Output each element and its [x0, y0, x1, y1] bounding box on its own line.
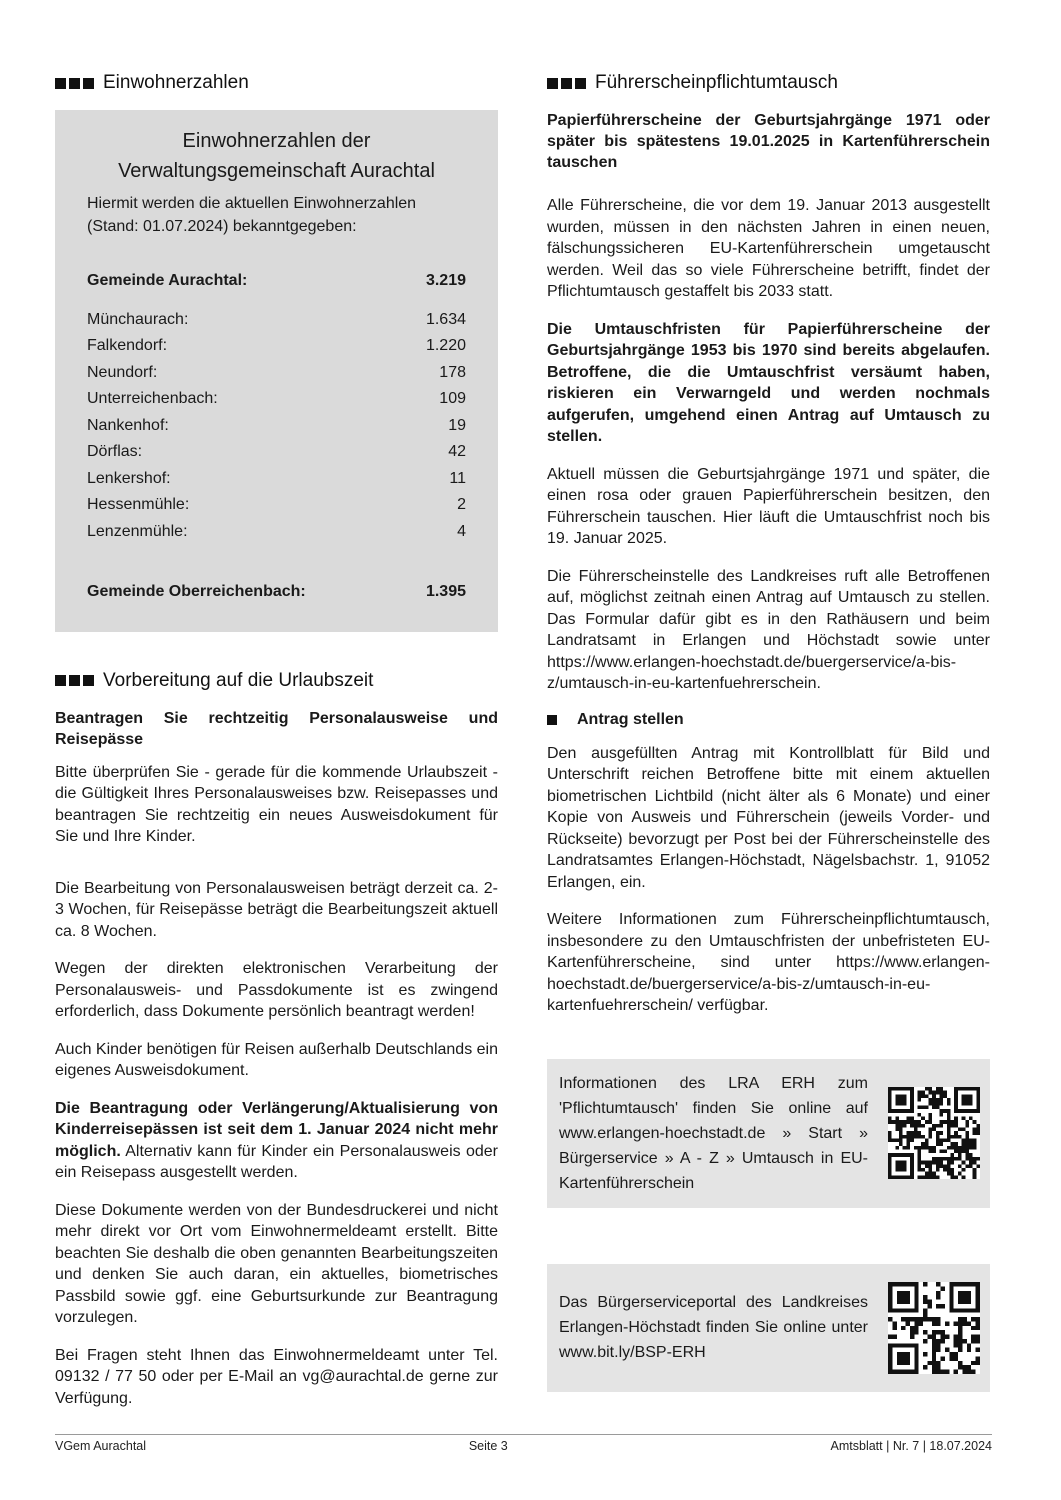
population-row: Lenzenmühle: 4	[87, 522, 466, 540]
section-heading-einwohnerzahlen: Einwohnerzahlen	[55, 72, 498, 94]
population-row: Münchaurach: 1.634	[87, 310, 466, 328]
sub-heading-antrag: Antrag stellen	[547, 711, 990, 729]
urlaub-paragraph-3: Wegen der direkten elektronischen Verarbeitung der Personalausweis- und Passdokumente ist es zwingend erforderlich, dass Dokumente persönlich beantragt werden!	[55, 960, 498, 1020]
heading-squares-icon	[55, 78, 94, 89]
info-box-pflichtumtausch-text: Informationen des LRA ERH zum 'Pflichtumtausch' finden Sie online auf www.erlangen-hoechstadt.de » Start » Bürgerservice » A - Z » Umtausch in EU-Kartenführerschein	[559, 1074, 868, 1192]
info-box-buergerserviceportal-text: Das Bürgerserviceportal des Landkreises Erlangen-Höchstadt finden Sie online unter www.bit.ly/BSP-ERH	[559, 1294, 868, 1361]
urlaub-paragraph-5: Die Beantragung oder Verlängerung/Aktualisierung von Kinderreisepässen ist seit dem 1. Januar 2024 nicht mehr möglich. Alternativ kann für Kinder ein Personalausweis oder ein Reisepass ausgestellt werden.	[55, 1099, 498, 1181]
urlaub-paragraph-6: Diese Dokumente werden von der Bundesdruckerei und nicht mehr direkt vor Ort vom Einwohnermeldeamt erstellt. Bitte beachten Sie deshalb die oben genannten Bearbeitungszeiten und denken Sie auch daran, ein aktuelles, biometrisches Passbild sowie ggf. eine Geburtsurkunde zur Beantragung vorzulegen.	[55, 1201, 498, 1326]
population-intro: Hiermit werden die aktuellen Einwohnerzahlen (Stand: 01.07.2024) bekanntgegeben:	[87, 195, 417, 235]
urlaub-lead: Beantragen Sie rechtzeitig Personalausweise und Reisepässe	[55, 709, 498, 748]
population-total-aurachtal: Gemeinde Aurachtal: 3.219	[87, 272, 466, 290]
fuehrerschein-lead: Papierführerscheine der Geburtsjahrgänge 1971 oder später bis spätestens 19.01.2025 in Kartenführerschein tauschen	[547, 112, 990, 171]
urlaub-paragraph-7: Bei Fragen steht Ihnen das Einwohnermeldeamt unter Tel. 09132 / 77 50 oder per E-Mail an vg@aurachtal.de gerne zur Verfügung.	[55, 1346, 498, 1407]
population-row: Dörflas: 42	[87, 443, 466, 461]
page-footer	[55, 1434, 992, 1453]
population-box	[55, 110, 498, 632]
fuehrerschein-paragraph-4: Die Führerscheinstelle des Landkreises ruft alle Betroffenen auf, möglichst zeitnah einen Antrag auf Umtausch zu stellen. Das Formular dafür gibt es in den Rathäusern und beim Landratsamt in Erlangen und Höchstadt sowie unter https://www.erlangen-hoechstadt.de/buergerservice/a-bis-z/umtausch-in-eu-kartenfuehrerschein.	[547, 567, 990, 692]
population-rows	[87, 307, 466, 546]
left-column	[55, 72, 498, 1425]
fuehrerschein-paragraph-5: Den ausgefüllten Antrag mit Kontrollblatt für Bild und Unterschrift reichen Betroffene bitte mit einem aktuellen biometrischen Lichtbild (nicht älter als 6 Monate) und einer Kopie von Ausweis und Führerschein (jeweils Vorder- und Rückseite) bevorzugt per Post bei der Führerscheinstelle des Landratsamtes Erlangen-Höchstadt, Nägelsbachstr. 1, 91052 Erlangen, ein.	[547, 744, 990, 891]
fuehrerschein-paragraph-6: Weitere Informationen zum Führerscheinpflichtumtausch, insbesondere zu den Umtauschfristen der unbefristeten EU-Kartenführerscheine, sind unter https://www.erlangen-hoechstadt.de/buergerservice/a-bis-z/umtausch-in-eu-kartenfuehrerschein/ verfügbar.	[547, 911, 990, 1014]
qr-code-icon	[888, 1282, 980, 1374]
section-heading-fuehrerschein: Führerscheinpflichtumtausch	[547, 72, 990, 94]
population-row: Unterreichenbach: 109	[87, 390, 466, 408]
population-row: Nankenhof: 19	[87, 416, 466, 434]
population-row: Falkendorf: 1.220	[87, 337, 466, 355]
info-box-buergerserviceportal	[547, 1264, 990, 1392]
heading-squares-icon	[547, 78, 586, 89]
urlaub-paragraph-2: Die Bearbeitung von Personalausweisen beträgt derzeit ca. 2-3 Wochen, für Reisepässe beträgt die Bearbeitungszeit aktuell ca. 8 Wochen.	[55, 879, 498, 940]
heading-squares-icon	[55, 675, 94, 686]
qr-code-icon	[888, 1087, 980, 1179]
population-row: Hessenmühle: 2	[87, 496, 466, 514]
section-heading-urlaubszeit: Vorbereitung auf die Urlaubszeit	[55, 670, 498, 692]
population-total-oberreichenbach: Gemeinde Oberreichenbach: 1.395	[87, 583, 466, 601]
urlaub-paragraph-4: Auch Kinder benötigen für Reisen außerhalb Deutschlands ein eigenes Ausweisdokument.	[55, 1040, 498, 1079]
footer-publisher: VGem Aurachtal	[55, 1439, 147, 1453]
population-box-title: Einwohnerzahlen der Verwaltungsgemeinschaft Aurachtal	[118, 130, 435, 182]
fuehrerschein-paragraph-1: Alle Führerscheine, die vor dem 19. Januar 2013 ausgestellt wurden, müssen in den nächsten Jahren in einen neuen, fälschungssicheren EU-Kartenführerschein umgetauscht werden. Weil das so viele Führerscheine betrifft, findet der Pflichtumtausch gestaffelt bis 2033 statt.	[547, 197, 990, 300]
info-box-pflichtumtausch	[547, 1059, 990, 1208]
urlaub-paragraph-1: Bitte überprüfen Sie - gerade für die kommende Urlaubszeit - die Gültigkeit Ihres Personalausweises bzw. Reisepasses und beantragen Sie rechtzeitig ein neues Ausweisdokument für Sie und Ihre Kinder.	[55, 763, 498, 845]
square-bullet-icon	[547, 715, 557, 725]
fuehrerschein-paragraph-3: Aktuell müssen die Geburtsjahrgänge 1971 und später, die einen rosa oder grauen Papierführerschein besitzen, den Führerschein tauschen. Hier läuft die Umtauschfrist noch bis 19. Januar 2025.	[547, 465, 990, 547]
right-column	[547, 72, 990, 1392]
fuehrerschein-paragraph-2: Die Umtauschfristen für Papierführerscheine der Geburtsjahrgänge 1953 bis 1970 sind bereits abgelaufen. Betroffene, die die Umtauschfrist versäumt haben, riskieren ein Verwarngeld und werden nochmals aufgerufen, umgehend einen Antrag auf Umtausch zu stellen.	[547, 320, 990, 445]
population-row: Lenkershof: 11	[87, 469, 466, 487]
footer-page-number: Seite 3	[468, 1439, 508, 1453]
footer-issue: Amtsblatt | Nr. 7 | 18.07.2024	[830, 1439, 992, 1453]
population-row: Neundorf: 178	[87, 363, 466, 381]
